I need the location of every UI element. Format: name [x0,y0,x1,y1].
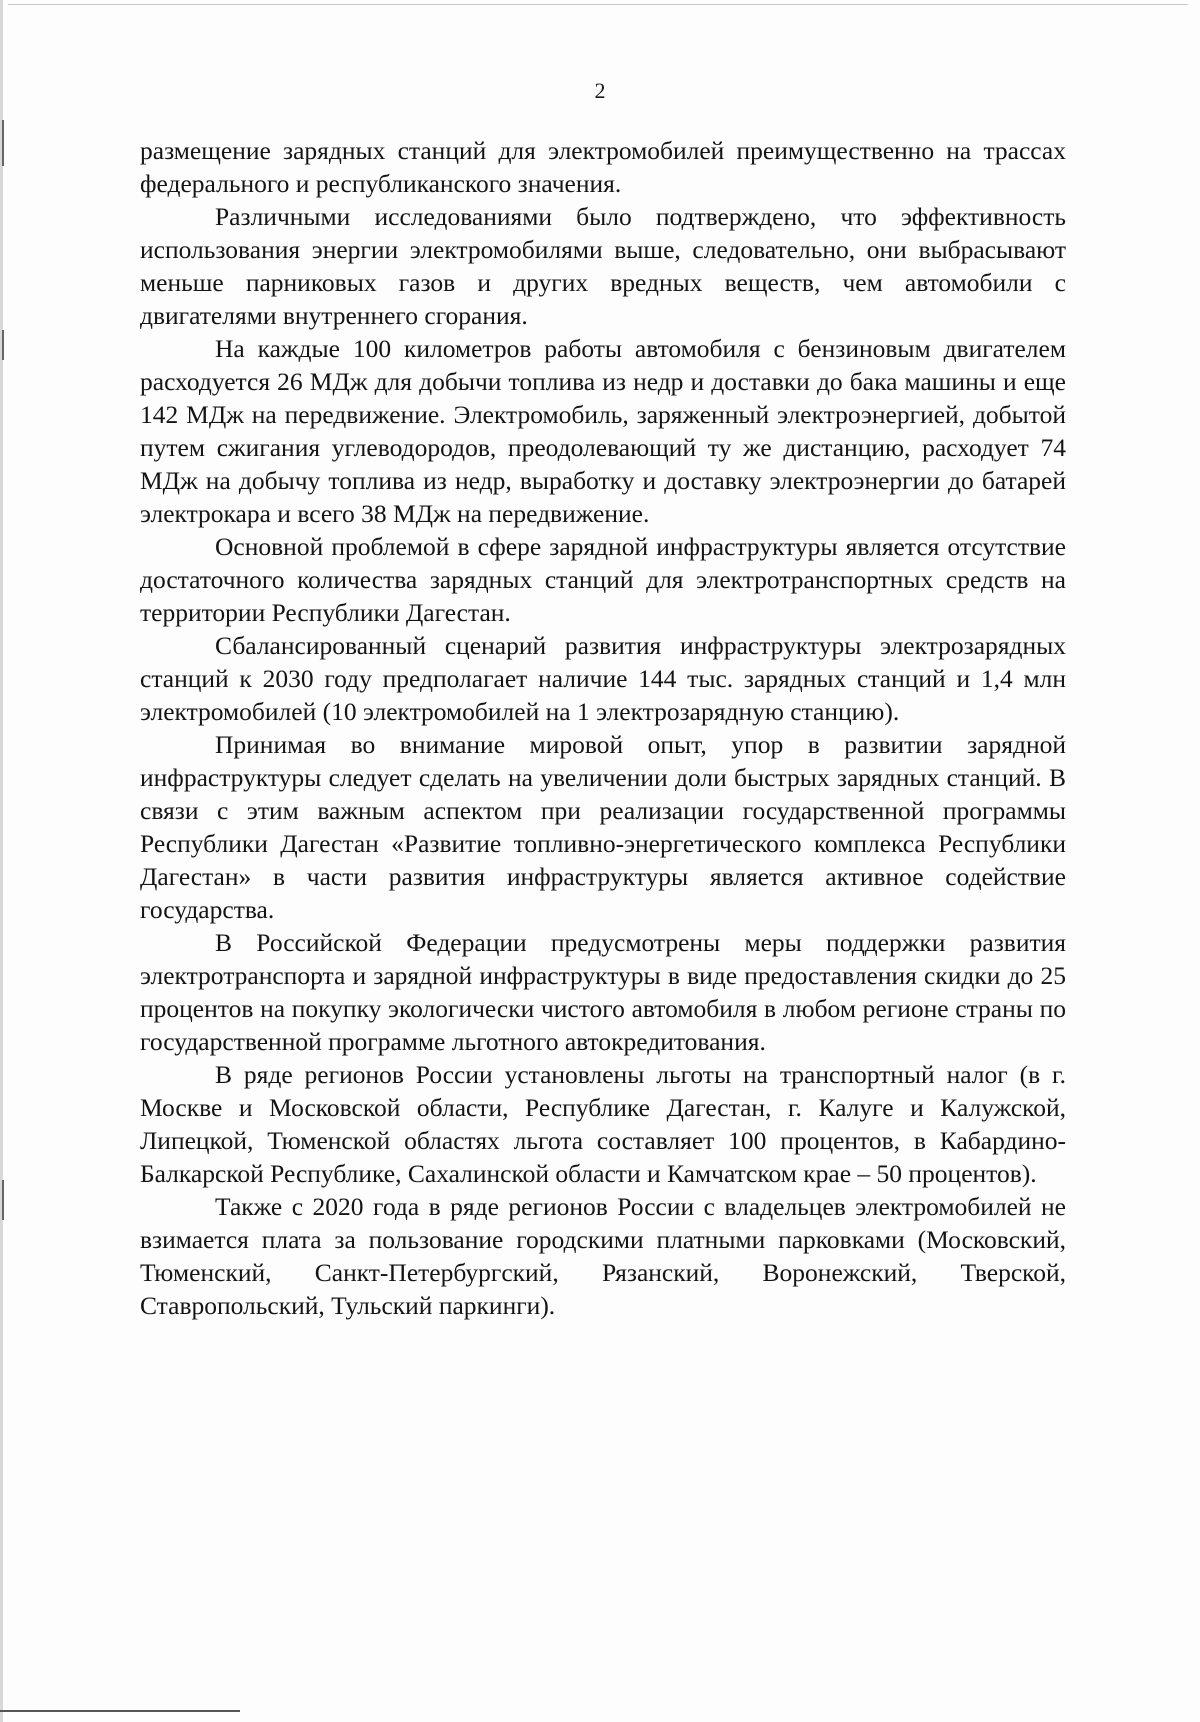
scan-artifact-bottom [0,1710,240,1712]
paragraph: Различными исследованиями было подтверждено, что эффективность использования энергии электромобилями выше, следовательно, они выбрасывают меньше парниковых газов и других вредных веществ, чем автомобили с двигателями внутреннего сгорания. [140,202,1066,330]
paragraph: Сбалансированный сценарий развития инфраструктуры электрозарядных станций к 2030 году предполагает наличие 144 тыс. зарядных станций и 1,4 млн электромобилей (10 электромобилей на 1 электрозарядную станцию). [140,631,1066,726]
paragraph: Также с 2020 года в ряде регионов России с владельцев электромобилей не взимается плата за пользование городскими платными парковками (Московский, Тюменский, Санкт-Петербургский, Рязанский, Воронежский, Тверской, Ставропольский, Тульский паркинги). [140,1192,1066,1320]
paragraph: На каждые 100 километров работы автомобиля с бензиновым двигателем расходуется 26 МДж для добычи топлива из недр и доставки до бака машины и еще 142 МДж на передвижение. Электромобиль, заряженный электроэнергией, добытой путем сжигания углеводородов, преодолевающий ту же дистанцию, расходует 74 МДж на добычу топлива из недр, выработку и доставку электроэнергии до батарей электрокара и всего 38 МДж на передвижение. [140,334,1066,528]
document-body [140,134,1066,1322]
paragraph: Основной проблемой в сфере зарядной инфраструктуры является отсутствие достаточного количества зарядных станций для электротранспортных средств на территории Республики Дагестан. [140,532,1066,627]
paragraph: В Российской Федерации предусмотрены меры поддержки развития электротранспорта и зарядной инфраструктуры в виде предоставления скидки до 25 процентов на покупку экологически чистого автомобиля в любом регионе страны по государственной программе льготного автокредитования. [140,928,1066,1056]
scan-artifact-left-mark [2,120,4,166]
scan-artifact-top [8,4,1188,5]
scan-artifact-left-mark [2,330,4,360]
paragraph: размещение зарядных станций для электромобилей преимущественно на трассах федерального и республиканского значения. [140,136,1066,198]
page-number: 2 [594,78,606,103]
paragraph: В ряде регионов России установлены льготы на транспортный налог (в г. Москве и Московской области, Республике Дагестан, г. Калуге и Калужской, Липецкой, Тюменской областях льгота составляет 100 процентов, в Кабардино-Балкарской Республике, Сахалинской области и Камчатском крае – 50 процентов). [140,1060,1066,1188]
scan-artifact-left-mark [2,1180,4,1220]
paragraph: Принимая во внимание мировой опыт, упор в развитии зарядной инфраструктуры следует сделать на увеличении доли быстрых зарядных станций. В связи с этим важным аспектом при реализации государственной программы Республики Дагестан «Развитие топливно-энергетического комплекса Республики Дагестан» в части развития инфраструктуры является активное содействие государства. [140,730,1066,924]
scan-edge [0,0,3,1722]
